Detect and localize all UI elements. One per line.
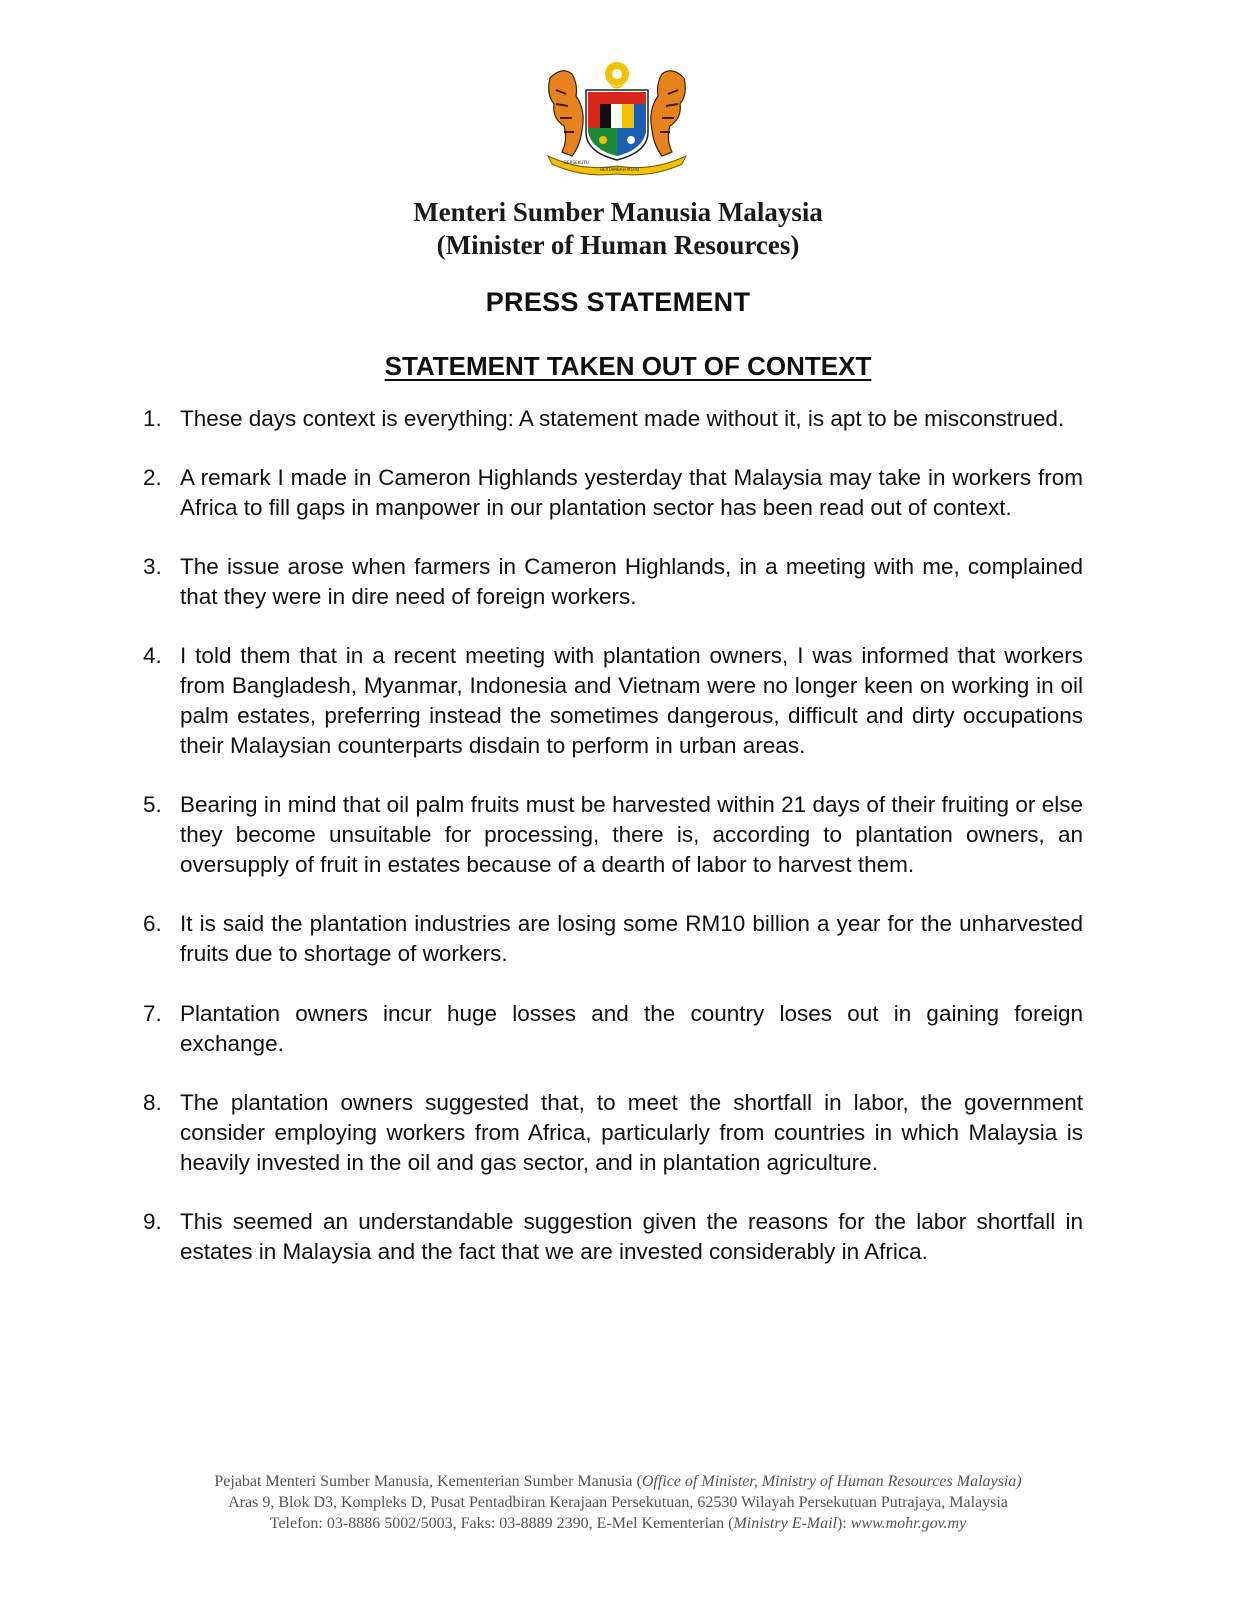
minister-subtitle: (Minister of Human Resources) bbox=[436, 230, 800, 260]
item-text: Plantation owners incur huge losses and the country loses out in gaining foreign exchange. bbox=[180, 1001, 1083, 1056]
list-item bbox=[143, 463, 1083, 523]
footer-office-line: Pejabat Menteri Sumber Manusia, Kementerian Sumber Manusia (Office of Minister, Ministry of Human Resources Malaysia) bbox=[214, 1473, 1022, 1490]
item-number: 9. bbox=[143, 1209, 162, 1234]
list-item bbox=[143, 790, 1083, 880]
item-text: These days context is everything: A statement made without it, is apt to be misconstrued. bbox=[180, 406, 1065, 431]
list-item bbox=[143, 552, 1083, 612]
item-text: Bearing in mind that oil palm fruits must be harvested within 21 days of their fruiting or else they become unsuitable for processing, there is, according to plantation owners, an oversupply of fruit in estates because of a dearth of labor to harvest them. bbox=[180, 792, 1083, 877]
website-link[interactable]: www.mohr.gov.my bbox=[850, 1515, 967, 1532]
list-item bbox=[143, 909, 1083, 969]
item-number: 5. bbox=[143, 792, 162, 817]
item-text: This seemed an understandable suggestion given the reasons for the labor shortfall in estates in Malaysia and the fact that we are invested considerably in Africa. bbox=[180, 1209, 1083, 1264]
list-item bbox=[143, 404, 1083, 434]
left-tiger-icon bbox=[549, 71, 583, 156]
star-crescent-icon bbox=[605, 62, 629, 89]
item-text: I told them that in a recent meeting with plantation owners, I was informed that workers from Bangladesh, Myanmar, Indonesia and Vietnam were no longer keen on working in oil palm estates, preferring instead the sometimes dangerous, difficult and dirty occupations their Malaysian counterparts disdain to perform in urban areas. bbox=[180, 643, 1083, 758]
shield-icon bbox=[586, 90, 648, 160]
minister-heading bbox=[0, 196, 1236, 262]
list-item bbox=[143, 641, 1083, 761]
list-item bbox=[143, 1088, 1083, 1178]
list-item bbox=[143, 1207, 1083, 1267]
motto-right-text: BERTAMBAH MUTU bbox=[600, 167, 640, 172]
item-text: The plantation owners suggested that, to meet the shortfall in labor, the government consider employing workers from Africa, particularly from countries in which Malaysia is heavily invested in the oil and gas sector, and in plantation agriculture. bbox=[180, 1090, 1083, 1175]
right-tiger-icon bbox=[651, 71, 685, 156]
statement-list bbox=[143, 404, 1083, 1267]
minister-title: Menteri Sumber Manusia Malaysia bbox=[413, 197, 823, 227]
item-number: 3. bbox=[143, 554, 162, 579]
item-text: The issue arose when farmers in Cameron Highlands, in a meeting with me, complained that they were in dire need of foreign workers. bbox=[180, 554, 1083, 609]
item-number: 6. bbox=[143, 911, 162, 936]
item-number: 4. bbox=[143, 643, 162, 668]
item-number: 8. bbox=[143, 1090, 162, 1115]
statement-headline: STATEMENT TAKEN OUT OF CONTEXT bbox=[384, 351, 872, 381]
document-type: PRESS STATEMENT bbox=[485, 287, 751, 317]
motto-left-text: BERSEKUTU bbox=[564, 160, 590, 165]
item-number: 1. bbox=[143, 406, 162, 431]
coat-of-arms-logo bbox=[542, 60, 692, 178]
item-text: It is said the plantation industries are losing some RM10 billion a year for the unharvested fruits due to shortage of workers. bbox=[180, 911, 1083, 966]
letterhead-footer bbox=[0, 1471, 1236, 1534]
list-item bbox=[143, 999, 1083, 1059]
item-number: 7. bbox=[143, 1001, 162, 1026]
footer-contact-line: Telefon: 03-8886 5002/5003, Faks: 03-8889 2390, E-Mel Kementerian (Ministry E-Mail): www.mohr.gov.my bbox=[269, 1515, 967, 1532]
item-text: A remark I made in Cameron Highlands yesterday that Malaysia may take in workers from Africa to fill gaps in manpower in our plantation sector has been read out of context. bbox=[180, 465, 1083, 520]
footer-address-line: Aras 9, Blok D3, Kompleks D, Pusat Pentadbiran Kerajaan Persekutuan, 62530 Wilayah Persekutuan Putrajaya, Malaysia bbox=[228, 1494, 1008, 1511]
item-number: 2. bbox=[143, 465, 162, 490]
